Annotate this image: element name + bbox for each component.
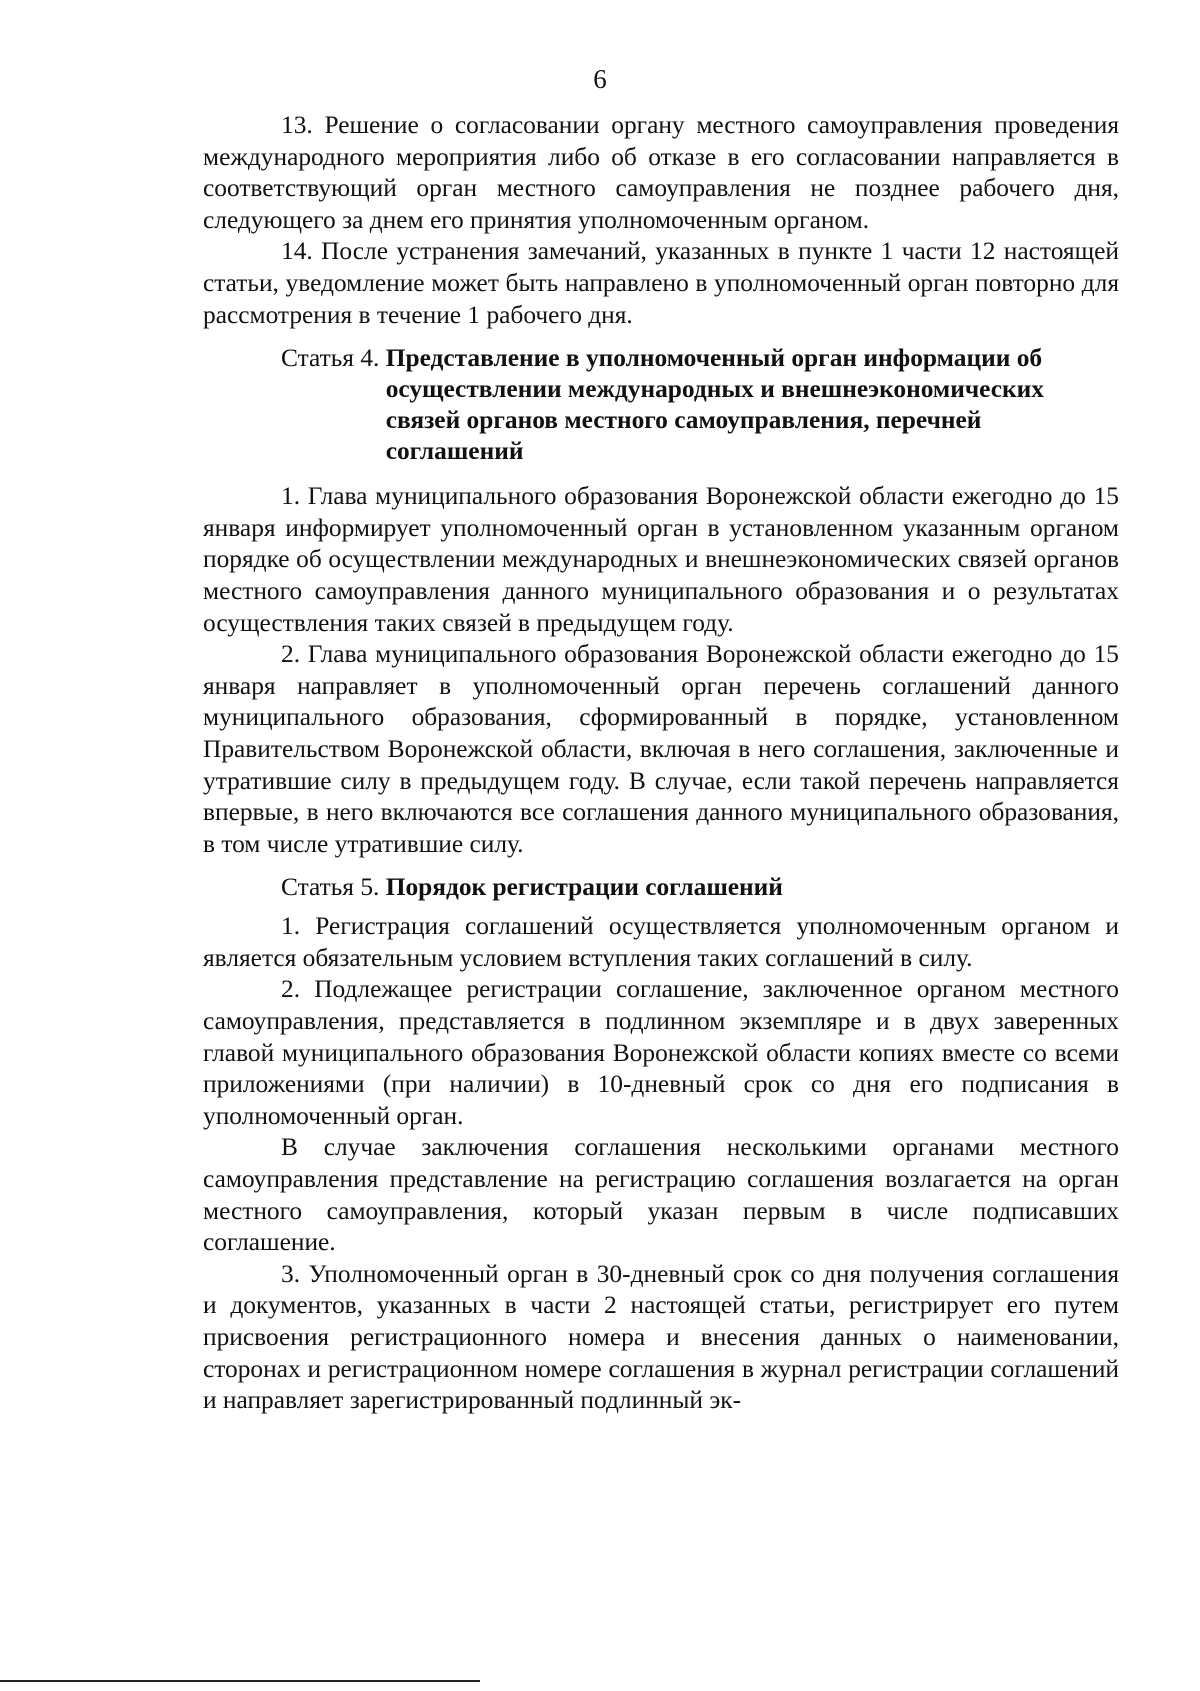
- page-number: 6: [593, 64, 607, 94]
- article-5-heading: [203, 872, 1119, 903]
- paragraph-14: 14. После устранения замечаний, указанных в пункте 1 части 12 настоящей статьи, уведомление может быть направлено в уполномоченный орган повторно для рассмотрения в течение 1 рабочего дня.: [203, 237, 1119, 329]
- article-5-paragraph-1: 1. Регистрация соглашений осуществляется уполномоченным органом и является обязательным условием вступления таких соглашений в силу.: [203, 912, 1119, 972]
- article-5-label: Статья 5.: [281, 873, 386, 902]
- page-body: [203, 110, 1119, 1417]
- article-5-paragraph-4: 3. Уполномоченный орган в 30-дневный срок со дня получения соглашения и документов, указанных в части 2 настоящей статьи, регистрирует его путем присвоения регистрационного номера и внесения данных о наименовании, сторонах и регистрационном номере соглашения в журнал регистрации соглашений и направляет зарегистрированный подлинный эк-: [203, 1259, 1119, 1415]
- article-4-paragraph-1: 1. Глава муниципального образования Воронежской области ежегодно до 15 января информирует уполномоченный орган в установленном указанным органом порядке об осуществлении международных и внешнеэкономических связей органов местного самоуправления данного муниципального образования и о результатах осуществления таких связей в предыдущем году.: [203, 482, 1119, 637]
- article-4-heading: [203, 343, 1119, 467]
- bottom-scan-edge: [0, 1680, 480, 1682]
- paragraph-13: 13. Решение о согласовании органу местного самоуправления проведения международного мероприятия либо об отказе в его согласовании направляется в соответствующий орган местного самоуправления не позднее рабочего дня, следующего за днем его принятия уполномоченным органом.: [203, 111, 1119, 234]
- article-5-title: Порядок регистрации соглашений: [385, 873, 783, 902]
- article-4-label: Статья 4.: [281, 344, 386, 373]
- article-5-paragraph-2: 2. Подлежащее регистрации соглашение, заключенное органом местного самоуправления, представляется в подлинном экземпляре и в двух заверенных главой муниципального образования Воронежской области копиях вместе со всеми приложениями (при наличии) в 10-дневный срок со дня его подписания в уполномоченный орган.: [203, 975, 1119, 1130]
- article-4-paragraph-2: 2. Глава муниципального образования Воронежской области ежегодно до 15 января направляет в уполномоченный орган перечень соглашений данного муниципального образования, сформированный в порядке, установленном Правительством Воронежской области, включая в него соглашения, заключенные и утратившие силу в предыдущем году. В случае, если такой перечень направляется впервые, в него включаются все соглашения данного муниципального образования, в том числе утратившие силу.: [203, 640, 1119, 858]
- article-5-paragraph-3: В случае заключения соглашения несколькими органами местного самоуправления представление на регистрацию соглашения возлагается на орган местного самоуправления, который указан первым в числе подписавших соглашение.: [203, 1133, 1119, 1257]
- article-4-title: Представление в уполномоченный орган информации об осуществлении международных и внешнеэкономических связей органов местного самоуправления, перечней соглашений: [385, 344, 1044, 466]
